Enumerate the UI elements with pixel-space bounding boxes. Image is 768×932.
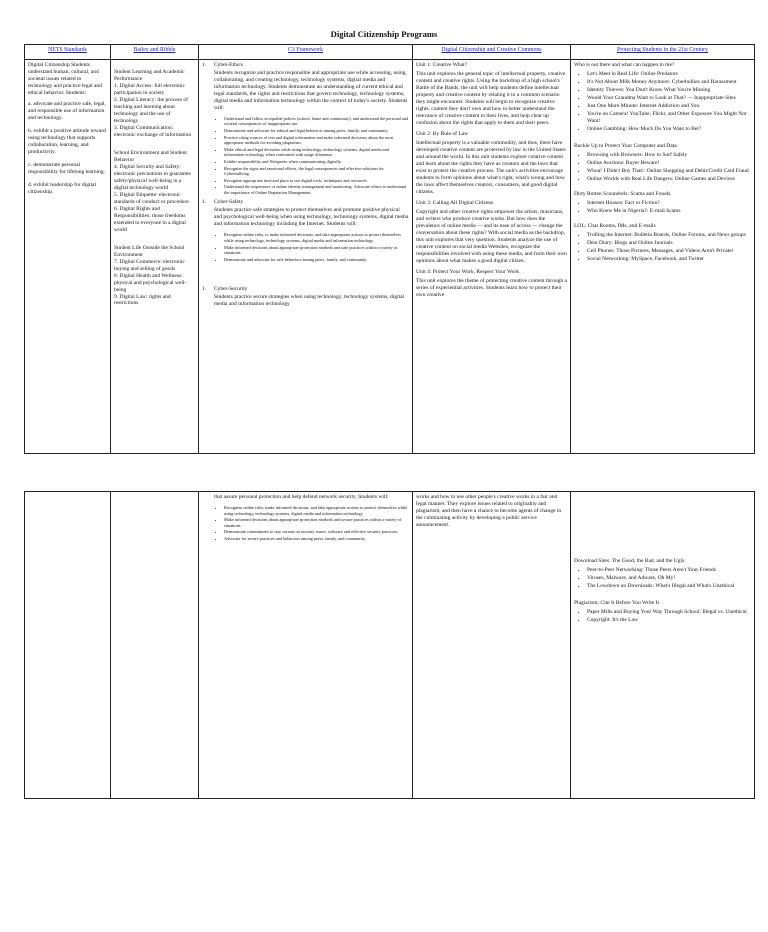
- psc-cell: [571, 60, 755, 454]
- header-nets: [25, 45, 111, 60]
- header-cc: [413, 45, 571, 60]
- c3-ethics-title: Cyber-Ethics: [214, 62, 243, 68]
- creative-commons-link[interactable]: Digital Citizenship and Creative Commons: [441, 47, 542, 53]
- bailey-ribble-link[interactable]: Bailey and Ribble: [133, 47, 176, 53]
- c3-security-list: • Recognize online risks, make informed decisions, and take appropriate actions to protect themselves while using technology, technology systems, digital media and information technology. • Make informed decisions about appropriate protection methods and secure practices within a variety of situations. • Demonstrate commitment to stay current on security issues, software and effective security practices. • Advocate for secure practices and behaviors among peers, family, and community.: [202, 505, 409, 541]
- bailey-cell: [111, 60, 199, 454]
- cc-unit4-title: Unit 4: Protect Your Work, Respect Your Work: [416, 268, 520, 275]
- psc-group1-list: • Let's Meet in Real Life: Online Predators • It's Not About Milk Money Anymore: Cyberbullies and Harassment • Identity Thieves: You Don't Know What You're Missing • Would Your Grandma Want to Look at That? — Inappropriate Sites • Just One More Minute: Internet Addiction and You • You're on Camera! YouTube, Flickr, and Other Exposure You Might Not Want! • Online Gambling: How Much Do You Want to Bet?: [574, 71, 751, 133]
- bailey-outside: Student Life Outside the School Environment 7. Digital Commerce: electronic buying and selling of goods 8. Digital Health and Wellness: physical and psychological well-being 9. Digital Law: rights and restrictions: [114, 244, 187, 307]
- psc-group2-list: • Browsing with Browsers: How to Surf Safely • Online Auctions: Buyer Beware! • Whoa! I Didn't Buy That!: Online Shopping and Debit/Credit Card Fraud • Online Worlds with Real Life Dangers: Online Games and Devices: [574, 152, 751, 183]
- nets-standards-link[interactable]: NETS Standards: [48, 47, 87, 53]
- cc-unit1-text: This unit explores the general topic of intellectual property, creative content and creative rights. Using the backdrop of a high school's Battle of the Bands, the unit will help students define intellectual property and creative content by relating it to a common scenario they might encounter. Students will begin to recognize creative rights, content they don't own and how to better understand the relevance of creative content to their lives, and help clear up confusion about the rights that apply to them and their peers.: [416, 70, 566, 126]
- c3-cell: 1. Cyber-Ethics Students recognize and practice responsible and appropriate use while accessing, using, collaborating, and creating technology, technology systems, digital media and information technology. Students demonstrate an understanding of current ethical and legal standards, the rights and restrictions that govern technology, technology systems, digital media and information technology within the context of today's society. Students will: • Understand and follow acceptable polices (school, home and community), and understand the personal and societal consequences of inappropriate use. • Demonstrate and advocate for ethical and legal behaviors among peers, family, and community. • Practice citing sources of text and digital information and make informed decisions about the most appropriate methods for avoiding plagiarism. • Make ethical and legal decisions while using technology, technology systems, digital media and information technology when confronted with usage dilemmas. • Exhibit responsibility and Netiquette when communicating digitally. • Recognize the signs and emotional effects, the legal consequences and effective solutions for Cyberbullying. • Recognize appropriate time and place to use digital tools, techniques and resources. • Understand the importance of online identity management and monitoring. Advocate others to understand the importance of Online Reputation Management. 1. Cyber-Safety Students practice safe strategies to protect themselves and promote positive physical and psychological well-being when using technology, technology systems, digital media and information technology including the Internet. Students will: • Recognize online risks, to make informed decisions, and take appropriate actions to protect themselves while using technology, technology systems, digital media and information technology. • Make informed decisions about appropriate protection methods and safe practices within a variety of situations. • Demonstrate and advocate for safe behaviors among peers, family, and community. 1. Cyber-Security Students practice secure strategies when using technology, technology systems, digital media and information technology: [199, 60, 413, 454]
- c3-ethics-list: • Understand and follow acceptable polices (school, home and community), and understand the personal and societal consequences of inappropriate use. • Demonstrate and advocate for ethical and legal behaviors among peers, family, and community. • Practice citing sources of text and digital information and make informed decisions about the most appropriate methods for avoiding plagiarism. • Make ethical and legal decisions while using technology, technology systems, digital media and information technology when confronted with usage dilemmas. • Exhibit responsibility and Netiquette when communicating digitally. • Recognize the signs and emotional effects, the legal consequences and effective solutions for Cyberbullying. • Recognize appropriate time and place to use digital tools, techniques and resources. • Understand the importance of online identity management and monitoring. Advocate others to understand the importance of Online Reputation Management.: [202, 116, 409, 196]
- c3-security-title: Cyber-Security: [214, 286, 248, 293]
- cc-unit2-title: Unit 2: By Rule of Law: [416, 130, 469, 137]
- c3-cell-cont: [199, 492, 413, 799]
- nets-item-d: d. exhibit leadership for digital citizenship.: [28, 181, 96, 195]
- table-row: [25, 60, 755, 454]
- header-bailey: [111, 45, 199, 60]
- nets-intro: Digital Citizenship Students understand human, cultural, and societal issues related to technology and practice legal and ethical behavior. Students:: [28, 62, 102, 96]
- nets-item-c: c. demonstrate personal responsibility for lifelong learning.: [28, 161, 105, 175]
- header-row: [25, 45, 755, 60]
- programs-table: [24, 44, 755, 454]
- psc-group1-title: Who is out there and what can happen to me?: [574, 62, 675, 68]
- header-c3: [199, 45, 413, 60]
- psc-group2-title: Buckle Up to Protect Your Computer and Data: [574, 142, 677, 149]
- c3-safety-text: Students practice safe strategies to protect themselves and promote positive physical and psychological well-being when using technology, technology systems, digital media and information technology including the Internet. Students will:: [214, 207, 409, 228]
- psc-group6-title: Plagiarism: Cite It Before You Write It: [574, 599, 660, 606]
- c3-framework-link[interactable]: C3 Framework: [288, 47, 323, 53]
- cc-unit3-text: Copyright and other creative rights empower the artists, musicians, and writers who produce creative works. But how does the prevalence of online media — and its ease of access — change the conversation about these rights? With social media as the backdrop, this unit explores that very question. Students analyze the use of creative content on social media Websites, recognize the responsibilities involved with using these media, and form their own opinions about what makes a good digital citizen.: [416, 208, 567, 264]
- nets-item-a: a. advocate and practice safe, legal, and responsible use of information and technology.: [28, 100, 106, 121]
- cc-cell-cont: [413, 492, 571, 799]
- psc-group4-list: • Trolling the Internet: Bulletin Boards, Online Forums, and News groups • Dear Diary: Blogs and Online Journals • Cell Phones: Those Pictures, Messages, and Videos Aren't Private! • Social Networking: MySpace, Facebook, and Twitter: [574, 232, 751, 263]
- cc-unit4-text-cont: works and how to use other people's creative works in a fair and legal manner. They explore issues related to originality and plagiarism, and then have a chance to become agents of change in the culminating activity by developing a public service announcement.: [416, 494, 562, 528]
- c3-security-text-cont: that assure personal protection and help defend network security. Students will:: [214, 494, 389, 500]
- cc-cell: [413, 60, 571, 454]
- c3-safety-list: • Recognize online risks, to make informed decisions, and take appropriate actions to protect themselves while using technology, technology systems, digital media and information technology. • Make informed decisions about appropriate protection methods and safe practices within a variety of situations. • Demonstrate and advocate for safe behaviors among peers, family, and community.: [202, 232, 409, 262]
- bailey-school: School Environment and Student Behavior 4. Digital Security and Safety: electronic precautions to guarantee safety/physical well-being in a digital technology world 5. Digital Etiquette: electronic standards of conduct or procedure 6. Digital Rights and Responsibilities: those freedoms extended to everyone in a digital world: [114, 149, 191, 233]
- table-row: [25, 492, 755, 799]
- psc-group5-title: Download Sites: The Good, the Bad, and the Ugly: [574, 558, 685, 564]
- nets-cell-cont: [25, 492, 111, 799]
- psc-group3-title: Dirty Rotten Scoundrels: Scams and Frauds: [574, 190, 671, 197]
- psc-group4-title: LOL: Chat Rooms, IMs, and E-mails: [574, 222, 656, 229]
- nets-item-b: b. exhibit a positive attitude toward using technology that supports collaboration, learning, and productivity.: [28, 127, 106, 155]
- page-title: Digital Citizenship Programs: [330, 29, 438, 39]
- nets-cell: [25, 60, 111, 454]
- bailey-cell-cont: [111, 492, 199, 799]
- cc-unit3-title: Unit 3: Calling All Digital Citizens: [416, 199, 494, 206]
- c3-security-text: Students practice secure strategies when using technology, technology systems, digital media and information technology: [214, 294, 405, 308]
- psc-group6-list: • Paper Mills and Buying Your Way Through School: Illegal vs. Unethical • Copyright: It's the Law: [574, 609, 751, 624]
- bailey-academic: Student Learning and Academic Performance 1. Digital Access: full electronic participation in society 2. Digital Literacy: the process of teaching and learning about technology and the use of technology 3. Digital Communication: electronic exchange of information: [114, 68, 192, 138]
- psc-group5-list: • Peer-to-Peer Networking: Those Peers Aren't Your Friends • Viruses, Malware, and Adware, Oh My! • The Lowdown on Downloads: What's Illegal and What's Unethical: [574, 567, 751, 590]
- protecting-students-link[interactable]: Protecting Students in the 21st Century: [617, 47, 708, 53]
- cc-unit4-text: This unit explores the theme of protecting creative content through a series of experiential activities. Students learn how to protect their own creative: [416, 277, 567, 298]
- c3-ethics-text: Students recognize and practice responsible and appropriate use while accessing, using, collaborating, and creating technology, technology systems, digital media and information technology. Students demonstrate an understanding of current ethical and legal standards, the rights and restrictions that govern technology, technology systems, digital media and information technology within the context of today's society. Students will:: [214, 69, 408, 111]
- header-psc: [571, 45, 755, 60]
- psc-cell-cont: [571, 492, 755, 799]
- programs-table-continued: [24, 491, 755, 799]
- psc-group3-list: • Internet Hoaxes: Fact or Fiction? • Who Knew Me in Nigeria?: E-mail Scams: [574, 200, 751, 215]
- c3-safety-title: Cyber-Safety: [214, 199, 244, 206]
- cc-unit1-title: Unit 1: Creative What?: [416, 62, 468, 68]
- cc-unit2-text: Intellectual property is a valuable commodity, and thus, there have developed creative content are protected by law in the United States and around the world. In this unit students explore creative content and learn about the rights they have as creators and the laws that exist to protect the creative process. The unit's activities encourage students to form opinions about what's right, what's wrong and how the laws affect themselves creators, consumers, and good digital citizens.: [416, 139, 566, 195]
